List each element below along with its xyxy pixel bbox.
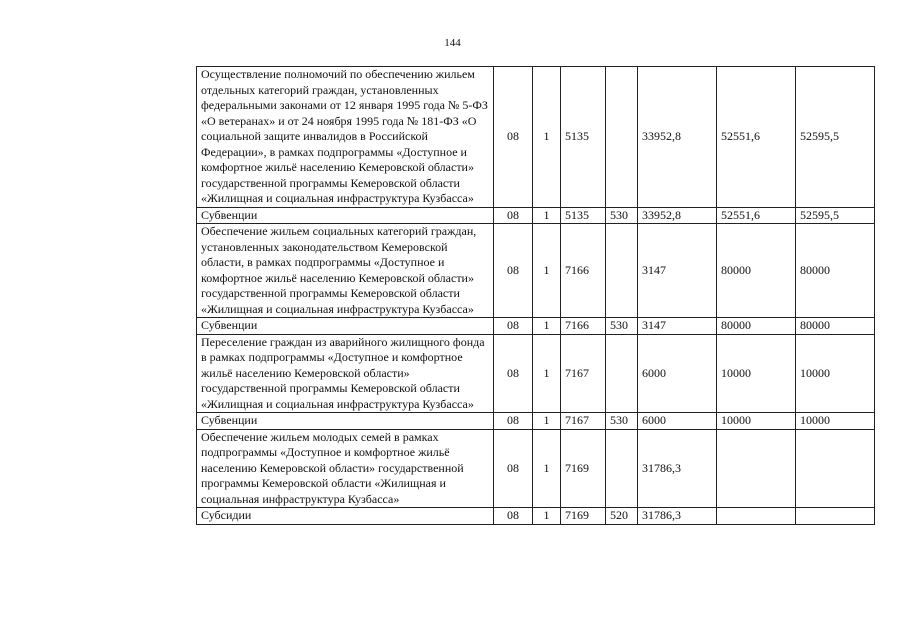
row-amount-year-1: 31786,3 — [638, 508, 717, 525]
row-amount-year-3: 80000 — [796, 318, 875, 335]
row-target-article: 7166 — [561, 224, 606, 318]
row-amount-year-1: 33952,8 — [638, 67, 717, 208]
table-row — [197, 429, 875, 508]
row-subsection: 1 — [533, 429, 561, 508]
row-amount-year-1: 3147 — [638, 318, 717, 335]
table-row — [197, 67, 875, 208]
row-amount-year-2: 80000 — [717, 224, 796, 318]
row-amount-year-3: 80000 — [796, 224, 875, 318]
row-name: Субвенции — [197, 207, 494, 224]
row-expense-type — [606, 224, 638, 318]
row-section: 08 — [494, 334, 533, 413]
row-expense-type: 520 — [606, 508, 638, 525]
row-amount-year-3 — [796, 508, 875, 525]
table-row — [197, 224, 875, 318]
row-expense-type — [606, 334, 638, 413]
row-expense-type: 530 — [606, 207, 638, 224]
budget-table — [196, 66, 875, 525]
page-number: 144 — [444, 37, 461, 49]
table-row — [197, 318, 875, 335]
row-expense-type — [606, 429, 638, 508]
row-target-article: 5135 — [561, 67, 606, 208]
row-name: Субвенции — [197, 413, 494, 430]
row-section: 08 — [494, 67, 533, 208]
row-section: 08 — [494, 224, 533, 318]
row-amount-year-3: 52595,5 — [796, 207, 875, 224]
row-amount-year-2 — [717, 508, 796, 525]
row-subsection: 1 — [533, 318, 561, 335]
row-section: 08 — [494, 413, 533, 430]
row-expense-type — [606, 67, 638, 208]
row-subsection: 1 — [533, 413, 561, 430]
row-section: 08 — [494, 207, 533, 224]
row-target-article: 7167 — [561, 334, 606, 413]
row-name: Субвенции — [197, 318, 494, 335]
row-amount-year-1: 31786,3 — [638, 429, 717, 508]
table-row — [197, 334, 875, 413]
table-row — [197, 413, 875, 430]
row-target-article: 7166 — [561, 318, 606, 335]
row-amount-year-2: 52551,6 — [717, 207, 796, 224]
row-name: Обеспечение жильем молодых семей в рамках подпрограммы «Доступное и комфортное жильё населению Кемеровской области» государственной программы Кемеровской области «Жилищная и социальная инфраструктура Кузбасса» — [197, 429, 494, 508]
row-name: Субсидии — [197, 508, 494, 525]
table-row — [197, 508, 875, 525]
row-amount-year-2 — [717, 429, 796, 508]
row-amount-year-2: 10000 — [717, 413, 796, 430]
row-target-article: 5135 — [561, 207, 606, 224]
row-name: Переселение граждан из аварийного жилищного фонда в рамках подпрограммы «Доступное и комфортное жильё населению Кемеровской области» государственной программы Кемеровской области «Жилищная и социальная инфраструктура Кузбасса» — [197, 334, 494, 413]
row-amount-year-1: 6000 — [638, 334, 717, 413]
row-subsection: 1 — [533, 207, 561, 224]
row-subsection: 1 — [533, 508, 561, 525]
row-name: Осуществление полномочий по обеспечению жильем отдельных категорий граждан, установленных федеральными законами от 12 января 1995 года № 5-ФЗ «О ветеранах» и от 24 ноября 1995 года № 181-ФЗ «О социальной защите инвалидов в Российской Федерации», в рамках подпрограммы «Доступное и комфортное жильё населению Кемеровской области» государственной программы Кемеровской области «Жилищная и социальная инфраструктура Кузбасса» — [197, 67, 494, 208]
row-name: Обеспечение жильем социальных категорий граждан, установленных законодательством Кемеровской области, в рамках подпрограммы «Доступное и комфортное жильё населению Кемеровской области» государственной программы Кемеровской области «Жилищная и социальная инфраструктура Кузбасса» — [197, 224, 494, 318]
row-amount-year-1: 6000 — [638, 413, 717, 430]
row-expense-type: 530 — [606, 318, 638, 335]
row-amount-year-3: 10000 — [796, 334, 875, 413]
row-amount-year-2: 52551,6 — [717, 67, 796, 208]
row-subsection: 1 — [533, 224, 561, 318]
row-target-article: 7167 — [561, 413, 606, 430]
row-subsection: 1 — [533, 67, 561, 208]
table-row — [197, 207, 875, 224]
row-target-article: 7169 — [561, 508, 606, 525]
row-amount-year-3: 10000 — [796, 413, 875, 430]
row-section: 08 — [494, 429, 533, 508]
row-target-article: 7169 — [561, 429, 606, 508]
row-section: 08 — [494, 508, 533, 525]
row-amount-year-1: 3147 — [638, 224, 717, 318]
row-section: 08 — [494, 318, 533, 335]
row-amount-year-3 — [796, 429, 875, 508]
row-subsection: 1 — [533, 334, 561, 413]
row-expense-type: 530 — [606, 413, 638, 430]
row-amount-year-3: 52595,5 — [796, 67, 875, 208]
row-amount-year-1: 33952,8 — [638, 207, 717, 224]
row-amount-year-2: 80000 — [717, 318, 796, 335]
row-amount-year-2: 10000 — [717, 334, 796, 413]
